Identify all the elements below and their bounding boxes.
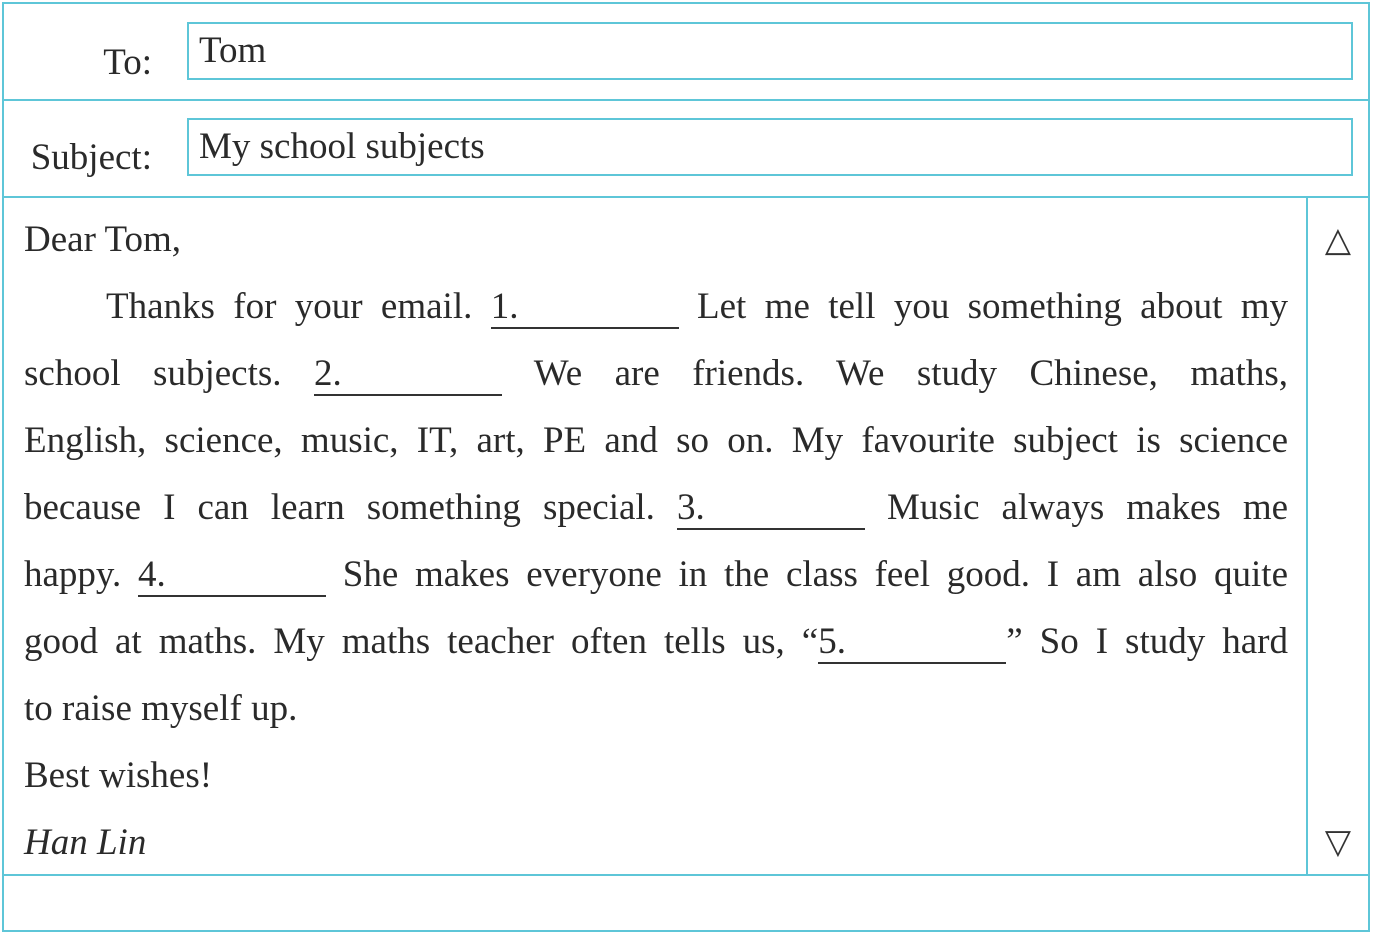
letter-line-1: [24, 281, 1288, 348]
letter-signature: Han Lin: [24, 822, 147, 863]
letter-text-part: good at maths. My maths teacher often tells us, “: [24, 621, 819, 662]
scroll-down-icon[interactable]: ▽: [1324, 822, 1352, 862]
letter-text-segment: [24, 621, 1288, 662]
email-window: [2, 2, 1370, 932]
blank-5[interactable]: 5.: [818, 622, 1006, 664]
blank-3[interactable]: 3.: [677, 488, 865, 530]
footer-bar: [4, 874, 1368, 930]
scroll-up-icon[interactable]: △: [1324, 220, 1352, 260]
to-field[interactable]: Tom: [187, 22, 1353, 80]
subject-label: Subject:: [30, 137, 152, 178]
letter-text-segment: happy.: [24, 554, 122, 595]
letter-line-4: [24, 482, 1288, 549]
letter-text-segment: She makes everyone in the class feel good. I am also quite: [342, 554, 1289, 595]
letter-line-2: [24, 348, 1288, 415]
subject-row: [4, 101, 1368, 198]
to-label: To:: [103, 42, 152, 83]
to-row: [4, 4, 1368, 101]
blank-1[interactable]: 1.: [491, 287, 679, 329]
letter-line-6: [24, 616, 1288, 683]
letter-text-segment: Let me tell you something about my: [697, 286, 1288, 327]
letter-text-segment: because I can learn something special.: [24, 487, 655, 528]
vertical-scrollbar[interactable]: [1306, 198, 1368, 874]
letter-closing: Best wishes!: [24, 755, 213, 796]
blank-2[interactable]: 2.: [314, 354, 502, 396]
subject-field[interactable]: My school subjects: [187, 118, 1353, 176]
letter-text: [24, 214, 1288, 874]
letter-line-3: English, science, music, IT, art, PE and so on. My favourite subject is science: [24, 420, 1288, 461]
message-body[interactable]: [4, 198, 1306, 874]
letter-text-segment: Music always makes me: [887, 487, 1289, 528]
letter-greeting: Dear Tom,: [24, 219, 182, 260]
letter-text-segment: Thanks for your email.: [106, 286, 473, 327]
letter-text-segment: We are friends. We study Chinese, maths,: [533, 353, 1288, 394]
letter-text-part: ” So I study hard: [1006, 621, 1288, 662]
letter-line-5: [24, 549, 1288, 616]
blank-4[interactable]: 4.: [138, 555, 326, 597]
letter-line-7: to raise myself up.: [24, 688, 298, 729]
letter-text-segment: school subjects.: [24, 353, 282, 394]
